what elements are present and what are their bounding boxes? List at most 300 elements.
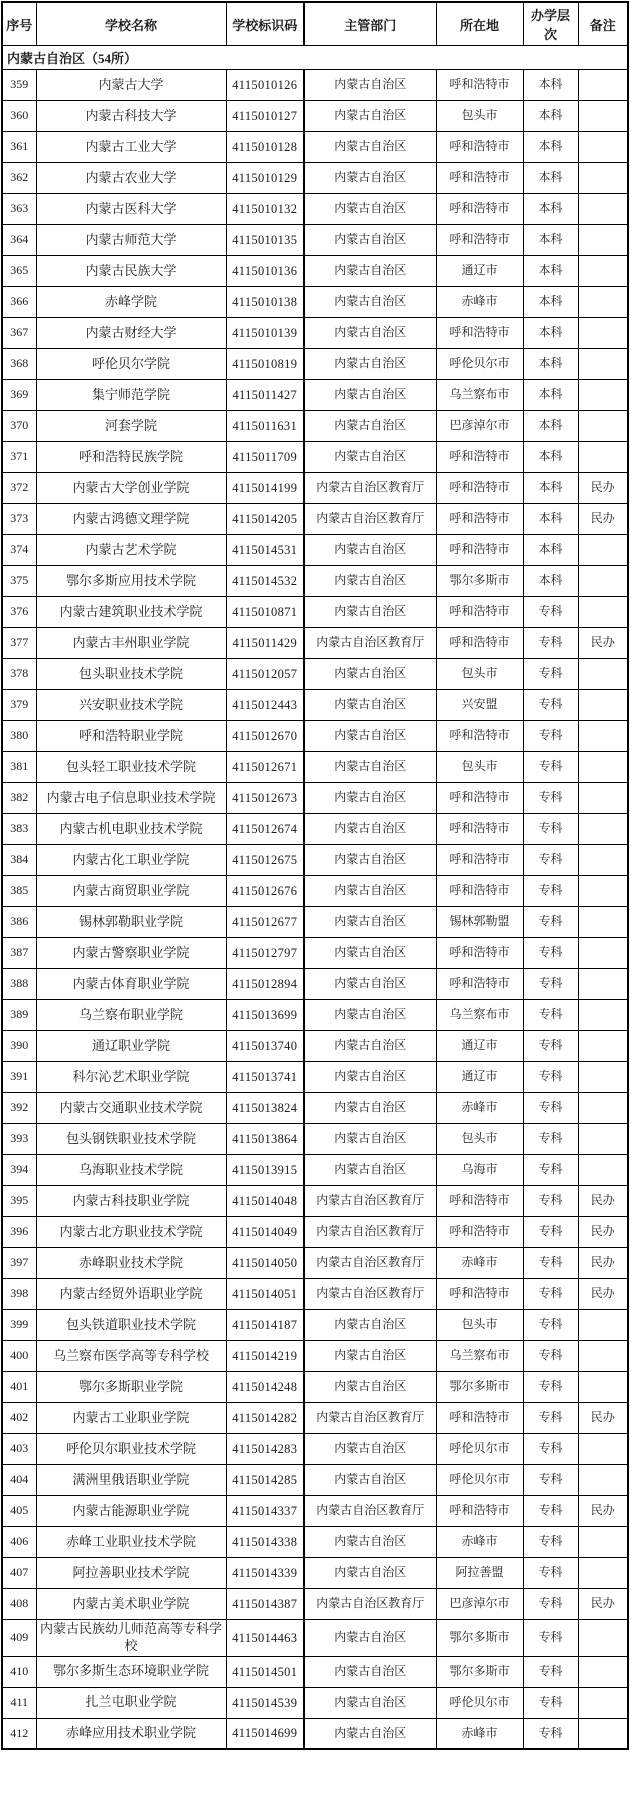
cell-school-code: 4115014699 xyxy=(226,1718,304,1749)
cell-education-level: 专科 xyxy=(523,1372,578,1403)
cell-location: 呼和浩特市 xyxy=(436,194,523,225)
cell-location: 呼和浩特市 xyxy=(436,1186,523,1217)
table-row xyxy=(2,566,628,597)
table-row xyxy=(2,256,628,287)
cell-education-level: 本科 xyxy=(523,101,578,132)
cell-education-level: 本科 xyxy=(523,70,578,101)
cell-serial-number: 368 xyxy=(2,349,36,380)
cell-school-code: 4115012057 xyxy=(226,659,304,690)
cell-supervising-department: 内蒙古自治区 xyxy=(304,907,436,938)
cell-school-name: 阿拉善职业技术学院 xyxy=(36,1558,226,1589)
cell-remark xyxy=(578,752,628,783)
cell-supervising-department: 内蒙古自治区教育厅 xyxy=(304,1403,436,1434)
cell-serial-number: 365 xyxy=(2,256,36,287)
table-row xyxy=(2,1558,628,1589)
cell-supervising-department: 内蒙古自治区 xyxy=(304,318,436,349)
cell-location: 呼和浩特市 xyxy=(436,814,523,845)
table-row xyxy=(2,721,628,752)
cell-location: 呼和浩特市 xyxy=(436,318,523,349)
cell-serial-number: 387 xyxy=(2,938,36,969)
table-row xyxy=(2,70,628,101)
cell-location: 呼和浩特市 xyxy=(436,845,523,876)
cell-school-code: 4115012670 xyxy=(226,721,304,752)
table-row xyxy=(2,1155,628,1186)
cell-school-code: 4115014339 xyxy=(226,1558,304,1589)
cell-school-name: 内蒙古工业职业学院 xyxy=(36,1403,226,1434)
cell-location: 包头市 xyxy=(436,1310,523,1341)
cell-supervising-department: 内蒙古自治区 xyxy=(304,349,436,380)
cell-school-name: 包头轻工职业技术学院 xyxy=(36,752,226,783)
cell-supervising-department: 内蒙古自治区 xyxy=(304,1341,436,1372)
table-row xyxy=(2,287,628,318)
cell-education-level: 专科 xyxy=(523,969,578,1000)
cell-school-code: 4115010127 xyxy=(226,101,304,132)
cell-serial-number: 388 xyxy=(2,969,36,1000)
cell-school-code: 4115013741 xyxy=(226,1062,304,1093)
cell-remark xyxy=(578,1124,628,1155)
cell-school-code: 4115010136 xyxy=(226,256,304,287)
cell-school-code: 4115010819 xyxy=(226,349,304,380)
column-header-location: 所在地 xyxy=(436,2,523,46)
cell-remark xyxy=(578,690,628,721)
cell-school-name: 集宁师范学院 xyxy=(36,380,226,411)
cell-serial-number: 397 xyxy=(2,1248,36,1279)
cell-school-code: 4115014219 xyxy=(226,1341,304,1372)
cell-education-level: 专科 xyxy=(523,907,578,938)
cell-location: 呼和浩特市 xyxy=(436,70,523,101)
cell-supervising-department: 内蒙古自治区 xyxy=(304,1093,436,1124)
cell-remark xyxy=(578,814,628,845)
cell-serial-number: 404 xyxy=(2,1465,36,1496)
cell-supervising-department: 内蒙古自治区 xyxy=(304,256,436,287)
cell-remark: 民办 xyxy=(578,1403,628,1434)
cell-supervising-department: 内蒙古自治区 xyxy=(304,1372,436,1403)
cell-remark xyxy=(578,845,628,876)
table-row xyxy=(2,1124,628,1155)
cell-school-name: 鄂尔多斯职业学院 xyxy=(36,1372,226,1403)
cell-location: 呼和浩特市 xyxy=(436,783,523,814)
cell-serial-number: 376 xyxy=(2,597,36,628)
cell-education-level: 专科 xyxy=(523,1186,578,1217)
cell-school-code: 4115010135 xyxy=(226,225,304,256)
cell-school-code: 4115014539 xyxy=(226,1687,304,1718)
cell-location: 赤峰市 xyxy=(436,1248,523,1279)
cell-school-code: 4115011427 xyxy=(226,380,304,411)
cell-location: 呼和浩特市 xyxy=(436,535,523,566)
table-row xyxy=(2,1656,628,1687)
cell-education-level: 专科 xyxy=(523,1279,578,1310)
cell-school-name: 内蒙古科技大学 xyxy=(36,101,226,132)
cell-location: 通辽市 xyxy=(436,256,523,287)
cell-supervising-department: 内蒙古自治区 xyxy=(304,752,436,783)
cell-school-code: 4115014050 xyxy=(226,1248,304,1279)
cell-supervising-department: 内蒙古自治区 xyxy=(304,783,436,814)
cell-education-level: 本科 xyxy=(523,411,578,442)
cell-education-level: 本科 xyxy=(523,256,578,287)
cell-school-code: 4115010129 xyxy=(226,163,304,194)
cell-remark xyxy=(578,1656,628,1687)
cell-school-code: 4115012675 xyxy=(226,845,304,876)
cell-supervising-department: 内蒙古自治区教育厅 xyxy=(304,1279,436,1310)
cell-education-level: 专科 xyxy=(523,1062,578,1093)
cell-remark xyxy=(578,287,628,318)
cell-education-level: 专科 xyxy=(523,1124,578,1155)
cell-supervising-department: 内蒙古自治区 xyxy=(304,132,436,163)
cell-supervising-department: 内蒙古自治区 xyxy=(304,1310,436,1341)
cell-remark: 民办 xyxy=(578,1248,628,1279)
cell-supervising-department: 内蒙古自治区教育厅 xyxy=(304,1217,436,1248)
table-row xyxy=(2,1620,628,1657)
cell-school-name: 鄂尔多斯应用技术学院 xyxy=(36,566,226,597)
cell-school-code: 4115012894 xyxy=(226,969,304,1000)
cell-remark: 民办 xyxy=(578,1496,628,1527)
cell-location: 阿拉善盟 xyxy=(436,1558,523,1589)
cell-school-name: 内蒙古商贸职业学院 xyxy=(36,876,226,907)
table-header xyxy=(2,2,628,46)
cell-school-code: 4115014387 xyxy=(226,1589,304,1620)
cell-serial-number: 392 xyxy=(2,1093,36,1124)
table-row xyxy=(2,225,628,256)
cell-education-level: 专科 xyxy=(523,1000,578,1031)
cell-serial-number: 389 xyxy=(2,1000,36,1031)
cell-location: 巴彦淖尔市 xyxy=(436,411,523,442)
cell-education-level: 本科 xyxy=(523,473,578,504)
cell-school-code: 4115013864 xyxy=(226,1124,304,1155)
cell-education-level: 专科 xyxy=(523,1718,578,1749)
cell-education-level: 专科 xyxy=(523,1527,578,1558)
cell-remark xyxy=(578,721,628,752)
cell-serial-number: 383 xyxy=(2,814,36,845)
cell-school-name: 内蒙古丰州职业学院 xyxy=(36,628,226,659)
table-row xyxy=(2,1031,628,1062)
cell-education-level: 专科 xyxy=(523,1558,578,1589)
cell-location: 呼和浩特市 xyxy=(436,504,523,535)
cell-school-name: 内蒙古科技职业学院 xyxy=(36,1186,226,1217)
column-header-school-code: 学校标识码 xyxy=(226,2,304,46)
cell-school-name: 内蒙古建筑职业技术学院 xyxy=(36,597,226,628)
cell-school-name: 内蒙古民族大学 xyxy=(36,256,226,287)
cell-remark xyxy=(578,1434,628,1465)
cell-location: 呼和浩特市 xyxy=(436,876,523,907)
cell-supervising-department: 内蒙古自治区教育厅 xyxy=(304,1496,436,1527)
cell-school-code: 4115014283 xyxy=(226,1434,304,1465)
cell-remark xyxy=(578,783,628,814)
cell-remark xyxy=(578,380,628,411)
cell-school-name: 通辽职业学院 xyxy=(36,1031,226,1062)
cell-school-code: 4115014285 xyxy=(226,1465,304,1496)
cell-school-code: 4115014051 xyxy=(226,1279,304,1310)
cell-education-level: 专科 xyxy=(523,814,578,845)
cell-remark: 民办 xyxy=(578,1279,628,1310)
cell-school-code: 4115012674 xyxy=(226,814,304,845)
cell-school-code: 4115012671 xyxy=(226,752,304,783)
cell-school-name: 呼和浩特民族学院 xyxy=(36,442,226,473)
cell-school-code: 4115014531 xyxy=(226,535,304,566)
cell-education-level: 专科 xyxy=(523,1403,578,1434)
cell-education-level: 专科 xyxy=(523,628,578,659)
cell-remark: 民办 xyxy=(578,628,628,659)
cell-school-name: 内蒙古体育职业学院 xyxy=(36,969,226,1000)
table-row xyxy=(2,349,628,380)
cell-supervising-department: 内蒙古自治区 xyxy=(304,1558,436,1589)
cell-school-code: 4115012676 xyxy=(226,876,304,907)
cell-education-level: 专科 xyxy=(523,1093,578,1124)
cell-supervising-department: 内蒙古自治区 xyxy=(304,411,436,442)
cell-school-name: 内蒙古警察职业学院 xyxy=(36,938,226,969)
cell-education-level: 专科 xyxy=(523,752,578,783)
cell-education-level: 专科 xyxy=(523,1155,578,1186)
cell-location: 锡林郭勒盟 xyxy=(436,907,523,938)
cell-supervising-department: 内蒙古自治区 xyxy=(304,1124,436,1155)
cell-location: 呼和浩特市 xyxy=(436,132,523,163)
cell-location: 呼和浩特市 xyxy=(436,442,523,473)
cell-location: 乌兰察布市 xyxy=(436,380,523,411)
table-row xyxy=(2,318,628,349)
cell-serial-number: 399 xyxy=(2,1310,36,1341)
cell-remark xyxy=(578,597,628,628)
table-row xyxy=(2,907,628,938)
cell-serial-number: 362 xyxy=(2,163,36,194)
cell-school-name: 内蒙古电子信息职业技术学院 xyxy=(36,783,226,814)
cell-remark xyxy=(578,1031,628,1062)
cell-school-code: 4115014532 xyxy=(226,566,304,597)
cell-education-level: 本科 xyxy=(523,132,578,163)
table-row xyxy=(2,1496,628,1527)
cell-education-level: 专科 xyxy=(523,1589,578,1620)
cell-serial-number: 406 xyxy=(2,1527,36,1558)
cell-supervising-department: 内蒙古自治区 xyxy=(304,845,436,876)
cell-serial-number: 363 xyxy=(2,194,36,225)
cell-education-level: 专科 xyxy=(523,597,578,628)
table-row xyxy=(2,132,628,163)
cell-serial-number: 384 xyxy=(2,845,36,876)
cell-education-level: 专科 xyxy=(523,1248,578,1279)
cell-supervising-department: 内蒙古自治区 xyxy=(304,163,436,194)
cell-school-code: 4115010126 xyxy=(226,70,304,101)
cell-education-level: 专科 xyxy=(523,1656,578,1687)
cell-remark xyxy=(578,132,628,163)
cell-supervising-department: 内蒙古自治区 xyxy=(304,721,436,752)
cell-location: 通辽市 xyxy=(436,1062,523,1093)
cell-location: 呼和浩特市 xyxy=(436,721,523,752)
cell-serial-number: 372 xyxy=(2,473,36,504)
region-section-title: 内蒙古自治区（54所） xyxy=(2,46,628,70)
cell-serial-number: 371 xyxy=(2,442,36,473)
cell-school-name: 兴安职业技术学院 xyxy=(36,690,226,721)
table-row xyxy=(2,1434,628,1465)
cell-remark xyxy=(578,1310,628,1341)
cell-supervising-department: 内蒙古自治区教育厅 xyxy=(304,1186,436,1217)
cell-supervising-department: 内蒙古自治区 xyxy=(304,287,436,318)
column-header-school-name: 学校名称 xyxy=(36,2,226,46)
cell-serial-number: 400 xyxy=(2,1341,36,1372)
cell-school-code: 4115011631 xyxy=(226,411,304,442)
cell-serial-number: 385 xyxy=(2,876,36,907)
cell-education-level: 专科 xyxy=(523,1465,578,1496)
cell-location: 呼和浩特市 xyxy=(436,1403,523,1434)
cell-education-level: 本科 xyxy=(523,504,578,535)
cell-serial-number: 378 xyxy=(2,659,36,690)
cell-school-code: 4115014048 xyxy=(226,1186,304,1217)
cell-school-code: 4115013915 xyxy=(226,1155,304,1186)
cell-education-level: 专科 xyxy=(523,690,578,721)
table-row xyxy=(2,1403,628,1434)
table-row xyxy=(2,1527,628,1558)
table-row xyxy=(2,101,628,132)
cell-school-code: 4115010132 xyxy=(226,194,304,225)
cell-serial-number: 379 xyxy=(2,690,36,721)
cell-school-name: 鄂尔多斯生态环境职业学院 xyxy=(36,1656,226,1687)
cell-remark: 民办 xyxy=(578,473,628,504)
cell-remark xyxy=(578,1000,628,1031)
cell-school-name: 内蒙古化工职业学院 xyxy=(36,845,226,876)
cell-remark: 民办 xyxy=(578,1589,628,1620)
cell-location: 乌兰察布市 xyxy=(436,1341,523,1372)
cell-remark xyxy=(578,938,628,969)
cell-remark: 民办 xyxy=(578,1186,628,1217)
cell-school-name: 内蒙古美术职业学院 xyxy=(36,1589,226,1620)
cell-supervising-department: 内蒙古自治区 xyxy=(304,225,436,256)
cell-location: 鄂尔多斯市 xyxy=(436,1656,523,1687)
cell-school-code: 4115010139 xyxy=(226,318,304,349)
cell-serial-number: 409 xyxy=(2,1620,36,1657)
table-row xyxy=(2,1718,628,1749)
cell-school-code: 4115013824 xyxy=(226,1093,304,1124)
cell-remark xyxy=(578,659,628,690)
cell-education-level: 专科 xyxy=(523,876,578,907)
cell-location: 通辽市 xyxy=(436,1031,523,1062)
cell-school-name: 锡林郭勒职业学院 xyxy=(36,907,226,938)
cell-location: 呼和浩特市 xyxy=(436,1279,523,1310)
cell-supervising-department: 内蒙古自治区教育厅 xyxy=(304,628,436,659)
cell-remark xyxy=(578,1372,628,1403)
cell-location: 赤峰市 xyxy=(436,1093,523,1124)
cell-location: 赤峰市 xyxy=(436,287,523,318)
cell-location: 赤峰市 xyxy=(436,1527,523,1558)
cell-location: 包头市 xyxy=(436,659,523,690)
cell-supervising-department: 内蒙古自治区 xyxy=(304,101,436,132)
cell-remark xyxy=(578,1155,628,1186)
cell-supervising-department: 内蒙古自治区 xyxy=(304,1687,436,1718)
table-row xyxy=(2,1465,628,1496)
table-row xyxy=(2,1341,628,1372)
cell-supervising-department: 内蒙古自治区 xyxy=(304,1718,436,1749)
cell-location: 呼和浩特市 xyxy=(436,1496,523,1527)
cell-education-level: 本科 xyxy=(523,287,578,318)
cell-school-code: 4115014199 xyxy=(226,473,304,504)
cell-serial-number: 380 xyxy=(2,721,36,752)
cell-location: 赤峰市 xyxy=(436,1718,523,1749)
cell-education-level: 本科 xyxy=(523,225,578,256)
cell-school-name: 乌兰察布医学高等专科学校 xyxy=(36,1341,226,1372)
cell-school-name: 河套学院 xyxy=(36,411,226,442)
cell-supervising-department: 内蒙古自治区 xyxy=(304,1465,436,1496)
cell-supervising-department: 内蒙古自治区 xyxy=(304,597,436,628)
cell-education-level: 专科 xyxy=(523,659,578,690)
cell-location: 呼和浩特市 xyxy=(436,628,523,659)
column-header-supervising-department: 主管部门 xyxy=(304,2,436,46)
cell-serial-number: 369 xyxy=(2,380,36,411)
cell-serial-number: 373 xyxy=(2,504,36,535)
cell-serial-number: 395 xyxy=(2,1186,36,1217)
cell-supervising-department: 内蒙古自治区 xyxy=(304,1527,436,1558)
cell-supervising-department: 内蒙古自治区教育厅 xyxy=(304,473,436,504)
table-row xyxy=(2,1310,628,1341)
cell-school-name: 内蒙古农业大学 xyxy=(36,163,226,194)
cell-education-level: 专科 xyxy=(523,1434,578,1465)
cell-supervising-department: 内蒙古自治区 xyxy=(304,1000,436,1031)
cell-serial-number: 377 xyxy=(2,628,36,659)
cell-supervising-department: 内蒙古自治区 xyxy=(304,380,436,411)
cell-remark: 民办 xyxy=(578,1217,628,1248)
cell-serial-number: 405 xyxy=(2,1496,36,1527)
cell-school-name: 乌海职业技术学院 xyxy=(36,1155,226,1186)
cell-education-level: 专科 xyxy=(523,845,578,876)
cell-location: 乌兰察布市 xyxy=(436,1000,523,1031)
cell-school-code: 4115010128 xyxy=(226,132,304,163)
cell-location: 乌海市 xyxy=(436,1155,523,1186)
cell-serial-number: 367 xyxy=(2,318,36,349)
cell-serial-number: 390 xyxy=(2,1031,36,1062)
cell-serial-number: 396 xyxy=(2,1217,36,1248)
cell-supervising-department: 内蒙古自治区教育厅 xyxy=(304,1589,436,1620)
table-row xyxy=(2,535,628,566)
table-row xyxy=(2,783,628,814)
table-row xyxy=(2,752,628,783)
cell-school-name: 内蒙古大学创业学院 xyxy=(36,473,226,504)
cell-remark xyxy=(578,535,628,566)
cell-school-name: 乌兰察布职业学院 xyxy=(36,1000,226,1031)
cell-remark xyxy=(578,1062,628,1093)
cell-education-level: 本科 xyxy=(523,194,578,225)
cell-location: 包头市 xyxy=(436,1124,523,1155)
table-row xyxy=(2,628,628,659)
cell-education-level: 专科 xyxy=(523,938,578,969)
table-row xyxy=(2,442,628,473)
cell-serial-number: 381 xyxy=(2,752,36,783)
cell-school-name: 内蒙古大学 xyxy=(36,70,226,101)
cell-supervising-department: 内蒙古自治区 xyxy=(304,1620,436,1657)
cell-school-name: 包头钢铁职业技术学院 xyxy=(36,1124,226,1155)
cell-location: 兴安盟 xyxy=(436,690,523,721)
cell-school-code: 4115013699 xyxy=(226,1000,304,1031)
cell-remark xyxy=(578,1093,628,1124)
cell-school-name: 内蒙古鸿德文理学院 xyxy=(36,504,226,535)
table-row xyxy=(2,845,628,876)
cell-school-code: 4115014187 xyxy=(226,1310,304,1341)
cell-remark xyxy=(578,969,628,1000)
cell-remark xyxy=(578,1718,628,1749)
cell-remark xyxy=(578,194,628,225)
cell-supervising-department: 内蒙古自治区 xyxy=(304,566,436,597)
schools-table xyxy=(1,1,629,1750)
cell-education-level: 专科 xyxy=(523,1217,578,1248)
table-body xyxy=(2,46,628,1750)
cell-serial-number: 394 xyxy=(2,1155,36,1186)
cell-serial-number: 408 xyxy=(2,1589,36,1620)
cell-education-level: 专科 xyxy=(523,721,578,752)
cell-serial-number: 393 xyxy=(2,1124,36,1155)
cell-location: 包头市 xyxy=(436,752,523,783)
cell-education-level: 本科 xyxy=(523,535,578,566)
cell-school-name: 内蒙古民族幼儿师范高等专科学校 xyxy=(36,1620,226,1657)
cell-school-code: 4115012797 xyxy=(226,938,304,969)
cell-education-level: 本科 xyxy=(523,566,578,597)
table-row xyxy=(2,1000,628,1031)
cell-school-name: 内蒙古师范大学 xyxy=(36,225,226,256)
cell-school-name: 包头铁道职业技术学院 xyxy=(36,1310,226,1341)
table-row xyxy=(2,504,628,535)
